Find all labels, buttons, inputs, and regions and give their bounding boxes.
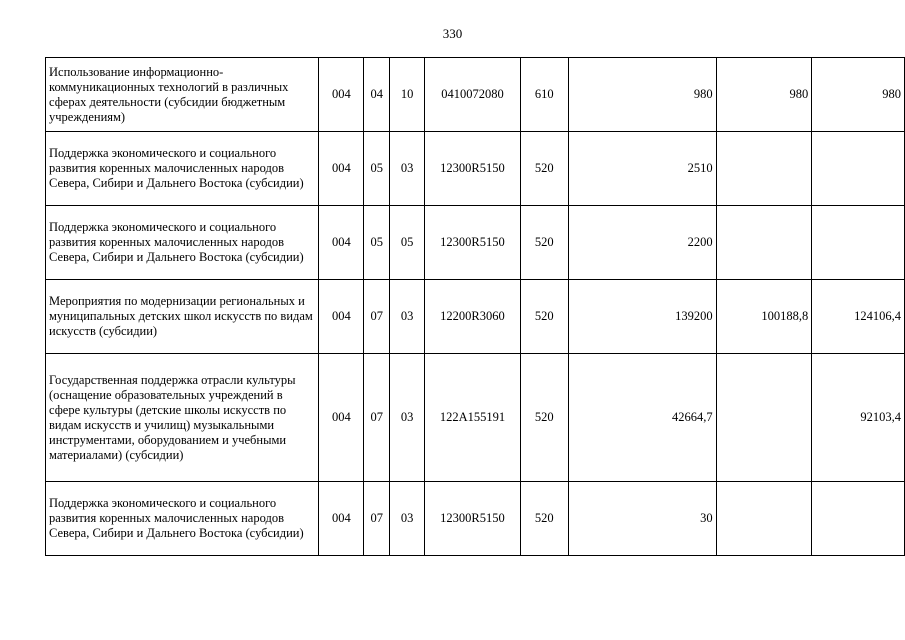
amount-year-3-cell: 124106,4: [812, 280, 905, 354]
subsection-code-cell: 03: [390, 132, 425, 206]
section-code-cell: 07: [364, 280, 390, 354]
ministry-code-cell: 004: [319, 132, 364, 206]
section-code-cell: 07: [364, 482, 390, 556]
table-row: [46, 280, 905, 354]
subsection-code-cell: 05: [390, 206, 425, 280]
row-name-cell: Государственная поддержка отрасли культуры (оснащение образовательных учреждений в сфере культуры (детские школы искусств по видам искусств и училищ) музыкальными инструментами, оборудованием и учебными материалами) (субсидии): [46, 354, 319, 482]
expense-type-cell: 520: [520, 280, 568, 354]
target-article-cell: 122А155191: [425, 354, 521, 482]
ministry-code-cell: 004: [319, 482, 364, 556]
target-article-cell: 0410072080: [425, 58, 521, 132]
target-article-cell: 12300R5150: [425, 482, 521, 556]
row-name-cell: Использование информационно-коммуникационных технологий в различных сферах деятельности (субсидии бюджетным учреждениям): [46, 58, 319, 132]
table-row: [46, 354, 905, 482]
section-code-cell: 05: [364, 206, 390, 280]
budget-table: [45, 57, 905, 556]
amount-year-2-cell: 980: [716, 58, 812, 132]
page-number: 330: [442, 26, 463, 41]
table-row: [46, 132, 905, 206]
expense-type-cell: 520: [520, 132, 568, 206]
subsection-code-cell: 10: [390, 58, 425, 132]
expense-type-cell: 520: [520, 354, 568, 482]
table-body: [46, 58, 905, 556]
target-article-cell: 12300R5150: [425, 206, 521, 280]
amount-year-2-cell: 100188,8: [716, 280, 812, 354]
amount-year-1-cell: 980: [568, 58, 716, 132]
expense-type-cell: 610: [520, 58, 568, 132]
amount-year-1-cell: 139200: [568, 280, 716, 354]
expense-type-cell: 520: [520, 206, 568, 280]
section-code-cell: 04: [364, 58, 390, 132]
amount-year-3-cell: 92103,4: [812, 354, 905, 482]
subsection-code-cell: 03: [390, 280, 425, 354]
amount-year-1-cell: 30: [568, 482, 716, 556]
subsection-code-cell: 03: [390, 482, 425, 556]
amount-year-3-cell: [812, 206, 905, 280]
amount-year-1-cell: 2510: [568, 132, 716, 206]
amount-year-2-cell: [716, 354, 812, 482]
amount-year-2-cell: [716, 132, 812, 206]
section-code-cell: 07: [364, 354, 390, 482]
amount-year-3-cell: [812, 132, 905, 206]
ministry-code-cell: 004: [319, 206, 364, 280]
amount-year-3-cell: 980: [812, 58, 905, 132]
ministry-code-cell: 004: [319, 58, 364, 132]
amount-year-2-cell: [716, 482, 812, 556]
row-name-cell: Поддержка экономического и социального развития коренных малочисленных народов Севера, Сибири и Дальнего Востока (субсидии): [46, 206, 319, 280]
ministry-code-cell: 004: [319, 354, 364, 482]
amount-year-1-cell: 42664,7: [568, 354, 716, 482]
section-code-cell: 05: [364, 132, 390, 206]
ministry-code-cell: 004: [319, 280, 364, 354]
amount-year-2-cell: [716, 206, 812, 280]
table-row: [46, 482, 905, 556]
row-name-cell: Мероприятия по модернизации региональных и муниципальных детских школ искусств по видам искусств (субсидии): [46, 280, 319, 354]
target-article-cell: 12200R3060: [425, 280, 521, 354]
row-name-cell: Поддержка экономического и социального развития коренных малочисленных народов Севера, Сибири и Дальнего Востока (субсидии): [46, 132, 319, 206]
amount-year-3-cell: [812, 482, 905, 556]
target-article-cell: 12300R5150: [425, 132, 521, 206]
table-row: [46, 58, 905, 132]
amount-year-1-cell: 2200: [568, 206, 716, 280]
subsection-code-cell: 03: [390, 354, 425, 482]
row-name-cell: Поддержка экономического и социального развития коренных малочисленных народов Севера, Сибири и Дальнего Востока (субсидии): [46, 482, 319, 556]
expense-type-cell: 520: [520, 482, 568, 556]
table-row: [46, 206, 905, 280]
